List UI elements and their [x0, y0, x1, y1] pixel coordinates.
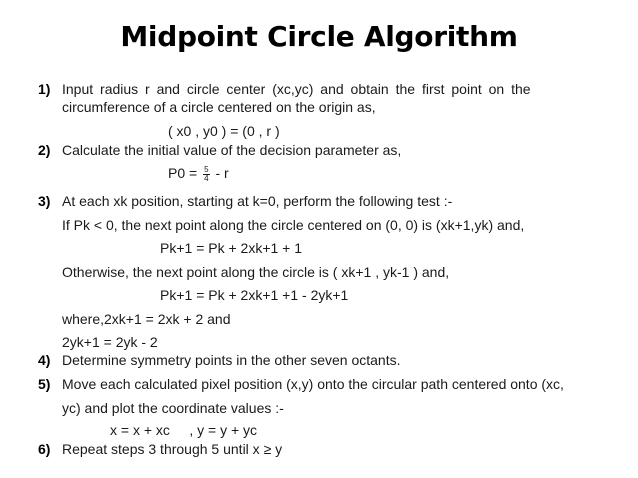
- step-3-2y-update: 2yk+1 = 2yk - 2: [62, 334, 158, 350]
- step-3-text: At each xk position, starting at k=0, perform the following test :-: [62, 193, 453, 209]
- step-2-text: Calculate the initial value of the decision parameter as,: [62, 142, 402, 158]
- step-3-if-condition: If Pk < 0, the next point along the circle centered on (0, 0) is (xk+1,yk) and,: [62, 217, 525, 233]
- step-3-where: where,2xk+1 = 2xk + 2 and: [62, 311, 231, 327]
- step-6-number: 6): [38, 441, 51, 457]
- step-5-number: 5): [38, 376, 51, 392]
- step-1-initial-point: ( x0 , y0 ) = (0 , r ): [168, 123, 280, 139]
- step-3-equation-2: Pk+1 = Pk + 2xk+1 +1 - 2yk+1: [160, 287, 349, 303]
- step-4-text: Determine symmetry points in the other seven octants.: [62, 352, 401, 368]
- slide-title: Midpoint Circle Algorithm: [120, 20, 518, 53]
- step-6-text: Repeat steps 3 through 5 until x ≥ y: [62, 441, 283, 457]
- step-4-number: 4): [38, 352, 51, 368]
- step-5-text: Move each calculated pixel position (x,y) onto the circular path centered onto (xc,: [62, 376, 564, 392]
- fraction-five-fourths: [203, 166, 209, 183]
- fraction-denominator: 4: [204, 173, 209, 183]
- step-3-number: 3): [38, 193, 51, 209]
- step-1-text: Input radius r and circle center (xc,yc) and obtain the first point on the: [62, 81, 531, 97]
- fraction-numerator: 5: [204, 164, 209, 174]
- step-2-formula: [168, 164, 229, 183]
- step-5-continuation: yc) and plot the coordinate values :-: [62, 400, 284, 416]
- p0-label: P0 =: [168, 165, 198, 181]
- step-1-number: 1): [38, 81, 51, 97]
- step-1-continuation: circumference of a circle centered on the origin as,: [62, 99, 376, 115]
- step-3-equation-1: Pk+1 = Pk + 2xk+1 + 1: [160, 240, 303, 256]
- step-5-equation: x = x + xc , y = y + yc: [110, 422, 258, 438]
- p0-minus-r: - r: [215, 165, 229, 181]
- step-3-otherwise: Otherwise, the next point along the circle is ( xk+1 , yk-1 ) and,: [62, 264, 450, 280]
- step-2-number: 2): [38, 142, 51, 158]
